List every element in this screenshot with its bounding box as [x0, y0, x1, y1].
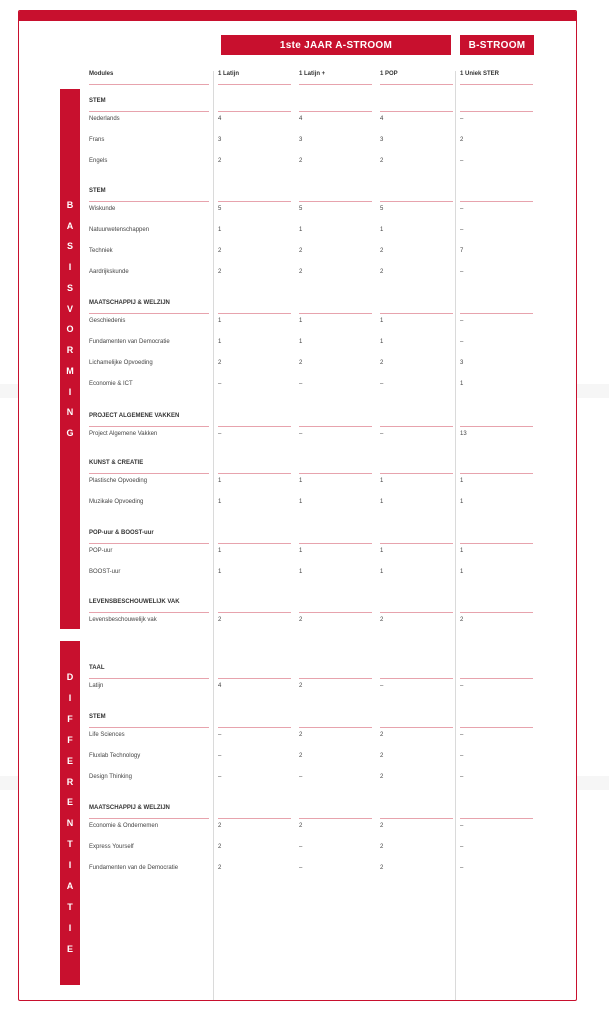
basisvorming-sidebar: [60, 89, 80, 629]
hours-value: 1: [218, 499, 222, 505]
section-title: MAATSCHAPPIJ & WELZIJN: [89, 805, 170, 811]
sidebar-letter: M: [66, 365, 74, 376]
hours-value: 1: [460, 548, 464, 554]
hours-value: 1: [299, 227, 303, 233]
row-separator: [460, 818, 533, 819]
row-separator: [218, 678, 291, 679]
sidebar-letter: E: [66, 797, 73, 808]
section-title: STEM: [89, 188, 106, 194]
hours-value: 2: [460, 617, 464, 623]
hours-value: 2: [380, 269, 384, 275]
hours-value: 2: [299, 158, 303, 164]
row-separator: [380, 313, 453, 314]
row-separator: [380, 473, 453, 474]
row-separator: [460, 678, 533, 679]
row-separator: [89, 818, 209, 819]
row-separator: [89, 727, 209, 728]
a-stroom-banner: 1ste JAAR A-STROOM: [221, 35, 451, 55]
differentiatie-sidebar: [60, 641, 80, 985]
hours-value: 1: [380, 227, 384, 233]
module-name: BOOST-uur: [89, 569, 121, 575]
row-separator: [380, 612, 453, 613]
sidebar-letter: R: [66, 345, 74, 356]
row-separator: [299, 201, 372, 202]
section-title: PROJECT ALGEMENE VAKKEN: [89, 413, 180, 419]
row-separator: [218, 111, 291, 112]
sidebar-letter: R: [66, 776, 74, 787]
hours-value: 2: [299, 617, 303, 623]
row-separator: [380, 678, 453, 679]
sidebar-letter: A: [66, 220, 74, 231]
module-name: Project Algemene Vakken: [89, 431, 158, 437]
column-divider-1: [213, 71, 214, 1000]
sidebar-letter: A: [66, 881, 74, 892]
hours-value: 13: [460, 431, 467, 437]
module-name: Plastische Opvoeding: [89, 478, 148, 484]
section-title: KUNST & CREATIE: [89, 460, 144, 466]
row-separator: [218, 818, 291, 819]
module-name: Design Thinking: [89, 774, 132, 780]
hours-value: 2: [299, 732, 303, 738]
hours-value: 1: [380, 339, 384, 345]
sidebar-letter: G: [66, 428, 74, 439]
hours-value: –: [460, 318, 464, 324]
row-separator: [380, 543, 453, 544]
row-separator: [218, 84, 291, 85]
column-header: 1 Latijn: [218, 71, 240, 77]
row-separator: [460, 313, 533, 314]
hours-value: 1: [460, 381, 464, 387]
section-title: TAAL: [89, 665, 105, 671]
module-name: Fundamenten van Democratie: [89, 339, 170, 345]
row-separator: [460, 612, 533, 613]
column-divider-2: [455, 71, 456, 1000]
module-name: Frans: [89, 137, 105, 143]
hours-value: –: [460, 865, 464, 871]
hours-value: 2: [380, 844, 384, 850]
hours-value: 4: [380, 116, 384, 122]
row-separator: [89, 111, 209, 112]
module-name: Muzikale Opvoeding: [89, 499, 144, 505]
row-separator: [89, 313, 209, 314]
module-name: Nederlands: [89, 116, 120, 122]
hours-value: 1: [460, 499, 464, 505]
row-separator: [460, 473, 533, 474]
hours-value: –: [460, 844, 464, 850]
hours-value: 1: [460, 569, 464, 575]
hours-value: 1: [380, 499, 384, 505]
hours-value: –: [380, 683, 384, 689]
sidebar-letter: S: [66, 241, 73, 252]
hours-value: 2: [299, 360, 303, 366]
column-header: Modules: [89, 71, 114, 77]
hours-value: –: [299, 844, 303, 850]
module-name: Engels: [89, 158, 108, 164]
row-separator: [218, 473, 291, 474]
hours-value: –: [299, 381, 303, 387]
row-separator: [460, 111, 533, 112]
hours-value: 1: [299, 569, 303, 575]
hours-value: 2: [380, 360, 384, 366]
row-separator: [380, 201, 453, 202]
row-separator: [89, 543, 209, 544]
hours-value: 4: [218, 683, 222, 689]
column-header: 1 Uniek STER: [460, 71, 500, 77]
hours-value: 1: [218, 548, 222, 554]
hours-value: 3: [299, 137, 303, 143]
row-separator: [89, 678, 209, 679]
hours-value: 1: [380, 569, 384, 575]
hours-value: –: [218, 431, 222, 437]
sidebar-letter: S: [66, 282, 73, 293]
hours-value: 2: [460, 137, 464, 143]
hours-value: 2: [218, 360, 222, 366]
b-stroom-banner: B-STROOM: [460, 35, 534, 55]
sidebar-letter: O: [66, 324, 74, 335]
hours-value: 2: [380, 865, 384, 871]
sidebar-letter: B: [66, 199, 74, 210]
row-separator: [299, 111, 372, 112]
row-separator: [218, 313, 291, 314]
section-title: LEVENSBESCHOUWELIJK VAK: [89, 599, 180, 605]
row-separator: [299, 543, 372, 544]
hours-value: 2: [218, 248, 222, 254]
hours-value: 2: [218, 844, 222, 850]
hours-value: 1: [218, 569, 222, 575]
hours-value: –: [380, 431, 384, 437]
hours-value: –: [460, 683, 464, 689]
row-separator: [380, 727, 453, 728]
sidebar-letter: D: [66, 671, 74, 682]
hours-value: 1: [218, 227, 222, 233]
module-name: Fundamenten van de Democratie: [89, 865, 179, 871]
hours-value: –: [218, 732, 222, 738]
sidebar-letter: I: [68, 262, 72, 273]
hours-value: –: [460, 339, 464, 345]
hours-value: –: [460, 732, 464, 738]
row-separator: [218, 543, 291, 544]
hours-value: 1: [299, 548, 303, 554]
sidebar-letter: I: [68, 386, 72, 397]
hours-value: 7: [460, 248, 464, 254]
hours-value: 2: [380, 753, 384, 759]
schedule-panel: [18, 10, 577, 1001]
hours-value: 2: [299, 823, 303, 829]
column-header: 1 POP: [380, 71, 398, 77]
column-header: 1 Latijn +: [299, 71, 326, 77]
row-separator: [299, 612, 372, 613]
hours-value: 3: [460, 360, 464, 366]
hours-value: –: [460, 158, 464, 164]
hours-value: 5: [218, 206, 222, 212]
row-separator: [299, 426, 372, 427]
row-separator: [460, 201, 533, 202]
row-separator: [380, 111, 453, 112]
hours-value: 2: [218, 865, 222, 871]
row-separator: [89, 201, 209, 202]
hours-value: 2: [380, 823, 384, 829]
row-separator: [299, 84, 372, 85]
sidebar-letter: I: [68, 692, 72, 703]
sidebar-letter: E: [66, 755, 73, 766]
module-name: Lichamelijke Opvoeding: [89, 360, 153, 366]
hours-value: 1: [380, 478, 384, 484]
hours-value: 2: [380, 158, 384, 164]
row-separator: [89, 473, 209, 474]
hours-value: 1: [218, 339, 222, 345]
row-separator: [380, 818, 453, 819]
sidebar-letter: T: [67, 839, 73, 850]
hours-value: 2: [380, 774, 384, 780]
sidebar-letter: F: [67, 734, 73, 745]
hours-value: 1: [460, 478, 464, 484]
hours-value: 2: [299, 753, 303, 759]
sidebar-letter: I: [68, 860, 72, 871]
hours-value: 3: [218, 137, 222, 143]
section-title: STEM: [89, 98, 106, 104]
row-separator: [299, 313, 372, 314]
hours-value: 3: [380, 137, 384, 143]
hours-value: –: [218, 774, 222, 780]
module-name: Geschiedenis: [89, 318, 126, 324]
hours-value: 1: [218, 478, 222, 484]
sidebar-letter: E: [66, 943, 73, 954]
row-separator: [460, 543, 533, 544]
hours-value: 1: [299, 339, 303, 345]
hours-value: 4: [218, 116, 222, 122]
row-separator: [218, 201, 291, 202]
row-separator: [460, 84, 533, 85]
hours-value: 2: [218, 158, 222, 164]
sidebar-letter: N: [66, 407, 74, 418]
hours-value: –: [218, 381, 222, 387]
hours-value: 5: [380, 206, 384, 212]
row-separator: [299, 818, 372, 819]
sidebar-letter: F: [67, 713, 73, 724]
row-separator: [218, 727, 291, 728]
row-separator: [380, 426, 453, 427]
row-separator: [89, 84, 209, 85]
section-title: MAATSCHAPPIJ & WELZIJN: [89, 300, 170, 306]
module-name: Aardrijkskunde: [89, 269, 129, 275]
module-name: Express Yourself: [89, 844, 134, 850]
hours-value: –: [299, 774, 303, 780]
hours-value: 1: [218, 318, 222, 324]
module-name: Techniek: [89, 248, 113, 254]
row-separator: [89, 612, 209, 613]
hours-value: –: [299, 431, 303, 437]
hours-value: 2: [380, 617, 384, 623]
hours-value: 2: [299, 269, 303, 275]
module-name: Fluxlab Technology: [89, 753, 141, 759]
module-name: Economie & ICT: [89, 381, 133, 387]
hours-value: –: [460, 227, 464, 233]
section-title: STEM: [89, 714, 106, 720]
hours-value: 4: [299, 116, 303, 122]
hours-value: 1: [299, 318, 303, 324]
row-separator: [218, 426, 291, 427]
hours-value: 2: [218, 823, 222, 829]
hours-value: 5: [299, 206, 303, 212]
hours-value: 1: [380, 548, 384, 554]
hours-value: 1: [299, 478, 303, 484]
sidebar-letter: V: [66, 303, 73, 314]
module-name: Natuurwetenschappen: [89, 227, 150, 233]
row-separator: [299, 678, 372, 679]
hours-value: 2: [299, 248, 303, 254]
row-separator: [218, 612, 291, 613]
module-name: Life Sciences: [89, 732, 125, 738]
hours-value: –: [218, 753, 222, 759]
row-separator: [299, 727, 372, 728]
module-name: Wiskunde: [89, 206, 116, 212]
hours-value: 2: [380, 732, 384, 738]
hours-value: –: [460, 116, 464, 122]
hours-value: 2: [218, 269, 222, 275]
hours-value: –: [380, 381, 384, 387]
sidebar-letter: N: [66, 818, 74, 829]
hours-value: 1: [380, 318, 384, 324]
module-name: Levensbeschouwelijk vak: [89, 617, 157, 623]
module-name: Latijn: [89, 683, 104, 689]
row-separator: [299, 473, 372, 474]
module-name: POP-uur: [89, 548, 113, 554]
hours-value: 2: [218, 617, 222, 623]
row-separator: [460, 727, 533, 728]
hours-value: –: [460, 206, 464, 212]
sidebar-letter: T: [67, 902, 73, 913]
hours-value: –: [460, 774, 464, 780]
hours-value: 1: [299, 499, 303, 505]
hours-value: –: [460, 269, 464, 275]
hours-value: 2: [380, 248, 384, 254]
hours-value: –: [460, 753, 464, 759]
row-separator: [460, 426, 533, 427]
row-separator: [380, 84, 453, 85]
panel-top-stripe: [19, 11, 576, 21]
row-separator: [89, 426, 209, 427]
module-name: Economie & Ondernemen: [89, 823, 159, 829]
section-title: POP-uur & BOOST-uur: [89, 530, 154, 536]
hours-value: –: [460, 823, 464, 829]
sidebar-letter: I: [68, 922, 72, 933]
hours-value: –: [299, 865, 303, 871]
hours-value: 2: [299, 683, 303, 689]
